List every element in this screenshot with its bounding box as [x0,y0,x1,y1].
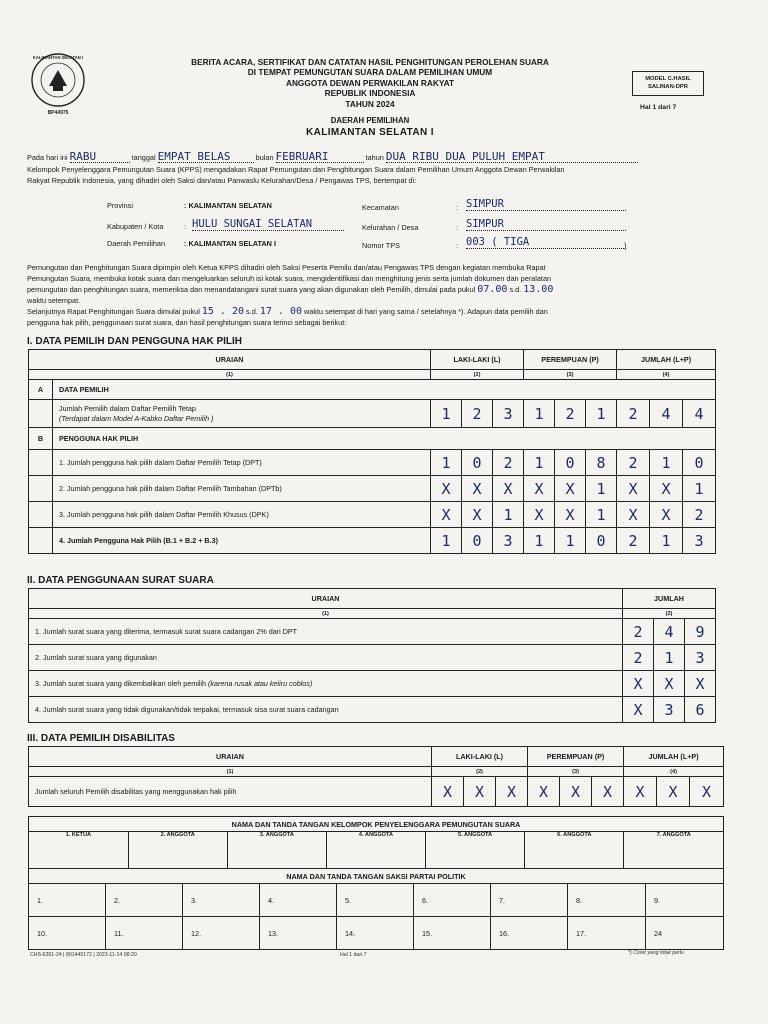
saksi-row-2 [29,917,724,950]
digit-cell: X [524,476,555,502]
s3-head-jumlah: JUMLAH (L+P) [624,747,724,767]
digit-cell: 3 [493,400,524,428]
dapil-field-label: Daerah Pemilihan [107,239,166,248]
digit-cell: X [555,502,586,528]
saksi-slot: 8. [568,884,646,917]
kpps-signature-title: NAMA DAN TANDA TANGAN KELOMPOK PENYELENGGARA PEMUNGUTAN SUARA [29,817,724,832]
table-row [29,645,716,671]
digit-cell: X [623,697,654,723]
digit-cell: X [555,476,586,502]
digit-cell: X [431,502,462,528]
section3-table: URAIAN LAKI-LAKI (L) PEREMPUAN (P) JUMLAH (L+P) (1) (2) (3) (4) Jumlah seluruh Pemilih disabilitas yang menggunakan hak pilih X X X X X X X X X [28,746,724,807]
table-row [29,697,716,723]
digit-cell: 1 [431,450,462,476]
s1-head-jumlah: JUMLAH (L+P) [617,350,716,370]
digit-cell: X [431,476,462,502]
kpps-role: 3. ANGGOTA [227,832,326,868]
kelurahan-label: Kelurahan / Desa [362,223,419,232]
digit-cell: 1 [493,502,524,528]
digit-cell: 0 [683,450,716,476]
digit-cell: X [493,476,524,502]
digit-cell: 1 [431,400,462,428]
saksi-slot: 3. [183,884,260,917]
digit-cell: X [432,777,464,807]
digit-cell: X [650,476,683,502]
digit-cell: 1 [654,645,685,671]
digit-cell: X [617,502,650,528]
count-start-time: 15 . 20 [201,306,245,317]
table-row [29,502,716,528]
signature-table [28,816,724,950]
dapil-label: DAERAH PEMILIHAN [330,116,410,125]
digit-cell: 2 [462,400,493,428]
s1-head-uraian: URAIAN [29,350,431,370]
digit-cell: 2 [617,528,650,554]
saksi-slot: 24 [646,917,724,950]
kpps-role: 5. ANGGOTA [426,832,525,868]
b2-label: 2. Jumlah pengguna hak pilih dalam Daftar Pemilih Tambahan (DPTb) [53,476,431,502]
digit-cell: X [464,777,496,807]
digit-cell: 0 [462,450,493,476]
day-value: RABU [70,151,130,163]
digit-cell: 2 [683,502,716,528]
svg-text:BP44975: BP44975 [47,110,69,116]
count-end-time: 17 . 00 [259,306,302,317]
saksi-slot: 7. [491,884,568,917]
digit-cell: 4 [654,619,685,645]
saksi-slot: 11. [106,917,183,950]
s3-head-laki: LAKI-LAKI (L) [432,747,528,767]
section2-title: II. DATA PENGGUNAAN SURAT SUARA [27,575,214,586]
table-row [29,777,724,807]
digit-cell: 3 [683,528,716,554]
table-row [29,400,716,428]
digit-cell: X [624,777,657,807]
digit-cell: X [623,671,654,697]
digit-cell: X [528,777,560,807]
saksi-slot: 17. [568,917,646,950]
s2-row1-label: 1. Jumlah surat suara yang diterima, termasuk surat suara cadangan 2% dari DPT [29,619,623,645]
model-code-box: MODEL C.HASIL SALINAN-DPR [632,71,704,96]
end-time: 13.00 [523,284,554,295]
intro-text: Kelompok Penyelenggara Pemungutan Suara (KPPS) mengadakan Rapat Pemungutan dan Penghitungan Suara dalam Pemilihan Umum Anggota Dewan Perwakilan Rakyat Republik Indonesia, yang dihadiri oleh Saksi dan/atau Panwaslu Kelurahan/Desa / Pengawas TPS, bertempat di: [27,165,565,185]
b1-label: 1. Jumlah pengguna hak pilih dalam Daftar Pemilih Tetap (DPT) [53,450,431,476]
group-a-letter: A [29,380,53,400]
digit-cell: 1 [524,400,555,428]
saksi-slot: 13. [260,917,337,950]
digit-cell: 2 [493,450,524,476]
digit-cell: 1 [431,528,462,554]
kpu-seal-logo [27,48,89,120]
digit-cell: X [496,777,528,807]
table-row [29,450,716,476]
digit-cell: X [592,777,624,807]
section2-table: URAIAN JUMLAH (1) (2) 1. Jumlah surat suara yang diterima, termasuk surat suara cadangan 2% dari DPT 2 4 9 2. Jumlah surat suara yang digunakan 2 1 3 3. Jumlah surat suara yang dikembalikan oleh pemilih (karena rusak atau keliru coblos) X X X 4. Jumlah surat suara yang tidak digunakan/tidak terpakai, termasuk sisa surat suara cadangan X 3 6 [28,588,716,723]
kelurahan-value: SIMPUR [466,218,626,231]
tps-value: 003 ( TIGA [466,236,626,249]
year-value: DUA RIBU DUA PULUH EMPAT [386,151,638,163]
digit-cell: 1 [524,528,555,554]
saksi-row-1 [29,884,724,917]
saksi-slot: 12. [183,917,260,950]
digit-cell: 1 [683,476,716,502]
saksi-signature-title: NAMA DAN TANDA TANGAN SAKSI PARTAI POLITIK [29,869,724,884]
saksi-slot: 10. [29,917,106,950]
s3-head-perempuan: PEREMPUAN (P) [528,747,624,767]
digit-cell: X [657,777,690,807]
provinsi-value: : KALIMANTAN SELATAN [184,201,272,210]
table-row [29,619,716,645]
saksi-slot: 16. [491,917,568,950]
saksi-slot: 9. [646,884,724,917]
disabilitas-label: Jumlah seluruh Pemilih disabilitas yang menggunakan hak pilih [29,777,432,807]
procedure-paragraph: Pemungutan dan Penghitungan Suara dipimpin oleh Ketua KPPS dihadiri oleh Saksi Peserta Pemilu dan/atau Pengawas TPS dengan kegiatan membuka Rapat Pemungutan Suara, membuka kotak suara dan mengeluarkan seluruh isi kotak suara, mengidentifikasi dan menghitung jenis serta jumlah dokumen dan peralatan pemungutan dan penghitungan suara, memeriksa dan menandatangani surat suara yang akan digunakan oleh Pemilih, dimulai pada pukul 07.00 s.d. 13.00 waktu setempat. Selanjutnya Rapat Penghitungan Suara dimulai pukul 15 . 20 s.d. 17 . 00 waktu setempat di hari yang sama / setelahnya *). Adapun data pemilih dan pengguna hak pilih, penggunaan surat suara, dan hasil penghitungan suara terinci sebagai berikut: [27,263,554,327]
digit-cell: 1 [586,502,617,528]
kpps-role: 2. ANGGOTA [128,832,227,868]
digit-cell: 0 [586,528,617,554]
section1-table: URAIAN LAKI-LAKI (L) PEREMPUAN (P) JUMLAH (L+P) (1) (2) (3) (4) A DATA PEMILIH Jumlah Pemilih dalam Daftar Pemilih Tetap (Terdapat dalam Model A-Kabko Daftar Pemilih ) 1 2 3 1 2 1 2 4 4 B PENGGUNA HAK PILIH 1. Jumlah pengguna hak pilih dalam Daftar Pemilih Tetap (DPT) 1 0 2 1 0 8 2 1 0 2. Jumlah pengguna hak pilih dalam Daftar Pemilih Tambahan (DPTb) X X X X X 1 X X 1 3. Jumlah pengguna hak pilih dalam Daftar Pemilih Khusus (DPK) X X 1 X X 1 X X 2 4. Jumlah Pengguna Hak Pilih (B.1 + B.2 + B.3) 1 0 3 1 1 0 2 1 3 [28,349,716,554]
kpps-role: 7. ANGGOTA [656,832,691,838]
b4-label: 4. Jumlah Pengguna Hak Pilih (B.1 + B.2 + B.3) [53,528,431,554]
group-b-letter: B [29,428,53,450]
saksi-slot: 14. [337,917,414,950]
footer-note: *) Coret yang tidak perlu [628,950,684,956]
s2-row2-label: 2. Jumlah surat suara yang digunakan [29,645,623,671]
s2-head-uraian: URAIAN [29,589,623,609]
digit-cell: 2 [623,645,654,671]
digit-cell: X [462,502,493,528]
digit-cell: 1 [586,476,617,502]
digit-cell: 2 [555,400,586,428]
kabupaten-label: Kabupaten / Kota [107,222,164,231]
s2-row4-label: 4. Jumlah surat suara yang tidak digunakan/tidak terpakai, termasuk sisa surat suara cadangan [29,697,623,723]
date-value: EMPAT BELAS [158,151,254,163]
digit-cell: 6 [685,697,716,723]
saksi-slot: 6. [414,884,491,917]
saksi-slot: 1. [29,884,106,917]
section1-title: I. DATA PEMILIH DAN PENGGUNA HAK PILIH [27,336,242,347]
digit-cell: X [654,671,685,697]
table-row [29,671,716,697]
digit-cell: X [617,476,650,502]
digit-cell: 3 [493,528,524,554]
footer-code: CHS-6301-24 | 891445172 | 2023-11-14 08:20 [30,952,137,958]
s1-head-laki: LAKI-LAKI (L) [431,350,524,370]
digit-cell: 4 [650,400,683,428]
page-indicator: Hal 1 dari 7 [640,104,677,111]
digit-cell: 3 [654,697,685,723]
digit-cell: 2 [623,619,654,645]
kecamatan-label: Kecamatan [362,203,399,212]
s2-row3-label: 3. Jumlah surat suara yang dikembalikan oleh pemilih (karena rusak atau keliru coblos) [29,671,623,697]
digit-cell: 1 [650,450,683,476]
kabupaten-value: HULU SUNGAI SELATAN [192,218,344,231]
digit-cell: 9 [685,619,716,645]
document-title: BERITA ACARA, SERTIFIKAT DAN CATATAN HASIL PENGHITUNGAN PEROLEHAN SUARA DI TEMPAT PEMUNGUTAN SUARA DALAM PEMILIHAN UMUM ANGGOTA DEWAN PERWAKILAN RAKYAT REPUBLIK INDONESIA TAHUN 2024 [191,57,549,109]
digit-cell: 2 [617,450,650,476]
digit-cell: X [462,476,493,502]
dpt-row-label: Jumlah Pemilih dalam Daftar Pemilih Tetap (Terdapat dalam Model A-Kabko Daftar Pemilih ) [53,400,431,428]
tps-label: Nomor TPS [362,241,400,250]
saksi-slot: 5. [337,884,414,917]
digit-cell: 1 [555,528,586,554]
table-row [29,528,716,554]
kpps-role: 4. ANGGOTA [326,832,425,868]
kpps-role: 1. KETUA [29,832,128,868]
digit-cell: 8 [586,450,617,476]
digit-cell: 4 [683,400,716,428]
section3-title: III. DATA PEMILIH DISABILITAS [27,733,175,744]
digit-cell: 1 [586,400,617,428]
digit-cell: 1 [524,450,555,476]
b3-label: 3. Jumlah pengguna hak pilih dalam Daftar Pemilih Khusus (DPK) [53,502,431,528]
digit-cell: 0 [555,450,586,476]
form-page: BP44975 KALIMANTAN SELATAN I BERITA ACARA, SERTIFIKAT DAN CATATAN HASIL PENGHITUNGAN PEROLEHAN SUARA DI TEMPAT PEMUNGUTAN SUARA DALAM PEMILIHAN UMUM ANGGOTA DEWAN PERWAKILAN RAKYAT REPUBLIK INDONESIA TAHUN 2024 MODEL C.HASIL SALINAN-DPR Hal 1 dari 7 DAERAH PEMILIHAN KALIMANTAN SELATAN I Pada hari ini RABU tanggal EMPAT BELAS bulan FEBRUARI tahun DUA RIBU DUA PULUH EMPAT Kelompok Penyelenggara Pemungutan Suara (KPPS) mengadakan Rapat Pemungutan dan Penghitungan Suara dalam Pemilihan Umum Anggota Dewan Perwakilan Rakyat Republik Indonesia, yang dihadiri oleh Saksi dan/atau Panwaslu Kelurahan/Desa / Pengawas TPS, bertempat di: Provinsi : KALIMANTAN SELATAN Kabupaten / Kota : HULU SUNGAI SELATAN Daerah Pemilihan : KALIMANTAN SELATAN I Kecamatan : SIMPUR Kelurahan / Desa : SIMPUR Nomor TPS : 003 ( TIGA ) Pemungutan dan Penghitungan Suara dipimpin oleh Ketua KPPS dihadiri oleh Saksi Peserta Pemilu dan/atau Pengawas TPS dengan kegiatan membuka Rapat Pemungutan Suara, membuka kotak suara dan mengeluarkan seluruh isi kotak suara, mengidentifikasi dan menghitung jenis serta jumlah dokumen dan peralatan pemungutan dan penghitungan suara, memeriksa dan menandatangani surat suara yang akan digunakan oleh Pemilih, dimulai pada pukul 07.00 s.d. 13.00 waktu setempat. Selanjutnya Rapat Penghitungan Suara dimulai pukul 15 . 20 s.d. 17 . 00 waktu setempat di hari yang sama / setelahnya *). Adapun data pemilih dan pengguna hak pilih, penggunaan surat suara, dan hasil penghitungan suara terinci sebagai berikut: I. DATA PEMILIH DAN PENGGUNA HAK PILIH URAIAN LAKI-LAKI (L) PEREMPUAN (P) JUMLAH (L+P) (1) (2) (3) (4) A DATA PEMILIH Jumlah Pemilih dalam Daftar Pemilih Tetap (Terdapat dalam Model A-Kabko Daftar Pemilih ) 1 2 3 1 2 1 2 4 4 B PENGGUNA HAK PILIH 1. Jumlah pengguna hak pilih dalam Daftar Pemilih Tetap (DPT) 1 0 2 1 0 8 2 1 0 2. Jumlah pengguna hak pilih dalam Daftar Pemilih Tambahan (DPTb) X X X X X 1 X X 1 3. Jumlah pengguna hak pilih dalam Daftar Pemilih Khusus (DPK) X X 1 X X 1 X X 2 4. Jumlah Pengguna Hak Pilih (B.1 + B.2 + B.3) 1 0 3 1 1 0 2 1 3 II. DATA PENGGUNAAN SURAT SUARA URAIAN JUMLAH (1) (2) 1. Jumlah surat suara yang diterima, termasuk surat suara cadangan 2% dari DPT 2 4 9 2. Jumlah surat suara yang digunakan 2 1 3 3. Jumlah surat suara yang dikembalikan oleh pemilih (karena rusak atau keliru coblos) X X X 4. Jumlah surat suara yang tidak digunakan/tidak terpakai, termasuk sisa surat suara cadangan X 3 6 III. DATA PEMILIH DISABILITAS URAIAN LAKI-LAKI (L) PEREMPUAN (P) JUMLAH (L+P) (1) (2) (3) (4) Jumlah seluruh Pemilih disabilitas yang menggunakan hak pilih X X X X X X X X X NAMA DAN TANDA TANGAN KELOMPOK PENYELENGGARA PEMUNGUTAN SUARA 1. KETUA 2. ANGGOTA 3. ANGGOTA 4. ANGGOTA 5. ANGGOTA 6. ANGGOTA 7. ANGGOTA NAMA DAN TANDA TANGAN SAKSI PARTAI POLITIK 1. 2. 3. 4. 5. 6. 7. 8. 9. 10. 11. 12. 13. 14. 15. 16. 17. 24 CHS-6301-24 | 891445172 | 2023-11-14 08:20 Hal 1 dari 7 *) Coret yang tidak perlu [0,0,768,1024]
footer-page: Hal 1 dari 7 [340,952,367,958]
dapil-name: KALIMANTAN SELATAN I [306,127,434,138]
digit-cell: 1 [650,528,683,554]
start-time: 07.00 [477,284,508,295]
kpps-signature-row [29,832,723,868]
digit-cell: X [685,671,716,697]
provinsi-label: Provinsi [107,201,133,210]
saksi-slot: 2. [106,884,183,917]
digit-cell: X [690,777,724,807]
s3-head-uraian: URAIAN [29,747,432,767]
digit-cell: X [560,777,592,807]
group-a-title: DATA PEMILIH [53,380,716,400]
s1-head-perempuan: PEREMPUAN (P) [524,350,617,370]
saksi-slot: 4. [260,884,337,917]
kecamatan-value: SIMPUR [466,198,626,211]
digit-cell: X [524,502,555,528]
saksi-slot: 15. [414,917,491,950]
s2-head-jumlah: JUMLAH [623,589,716,609]
dapil-field-value: : KALIMANTAN SELATAN I [184,239,277,248]
group-b-title: PENGGUNA HAK PILIH [53,428,716,450]
kpps-role: 6. ANGGOTA [525,832,624,868]
svg-text:KALIMANTAN SELATAN I: KALIMANTAN SELATAN I [32,55,84,60]
digit-cell: X [650,502,683,528]
digit-cell: 3 [685,645,716,671]
digit-cell: 0 [462,528,493,554]
table-row [29,476,716,502]
digit-cell: 2 [617,400,650,428]
month-value: FEBRUARI [276,151,364,163]
date-line: Pada hari ini RABU tanggal EMPAT BELAS bulan FEBRUARI tahun DUA RIBU DUA PULUH EMPAT [27,151,741,163]
